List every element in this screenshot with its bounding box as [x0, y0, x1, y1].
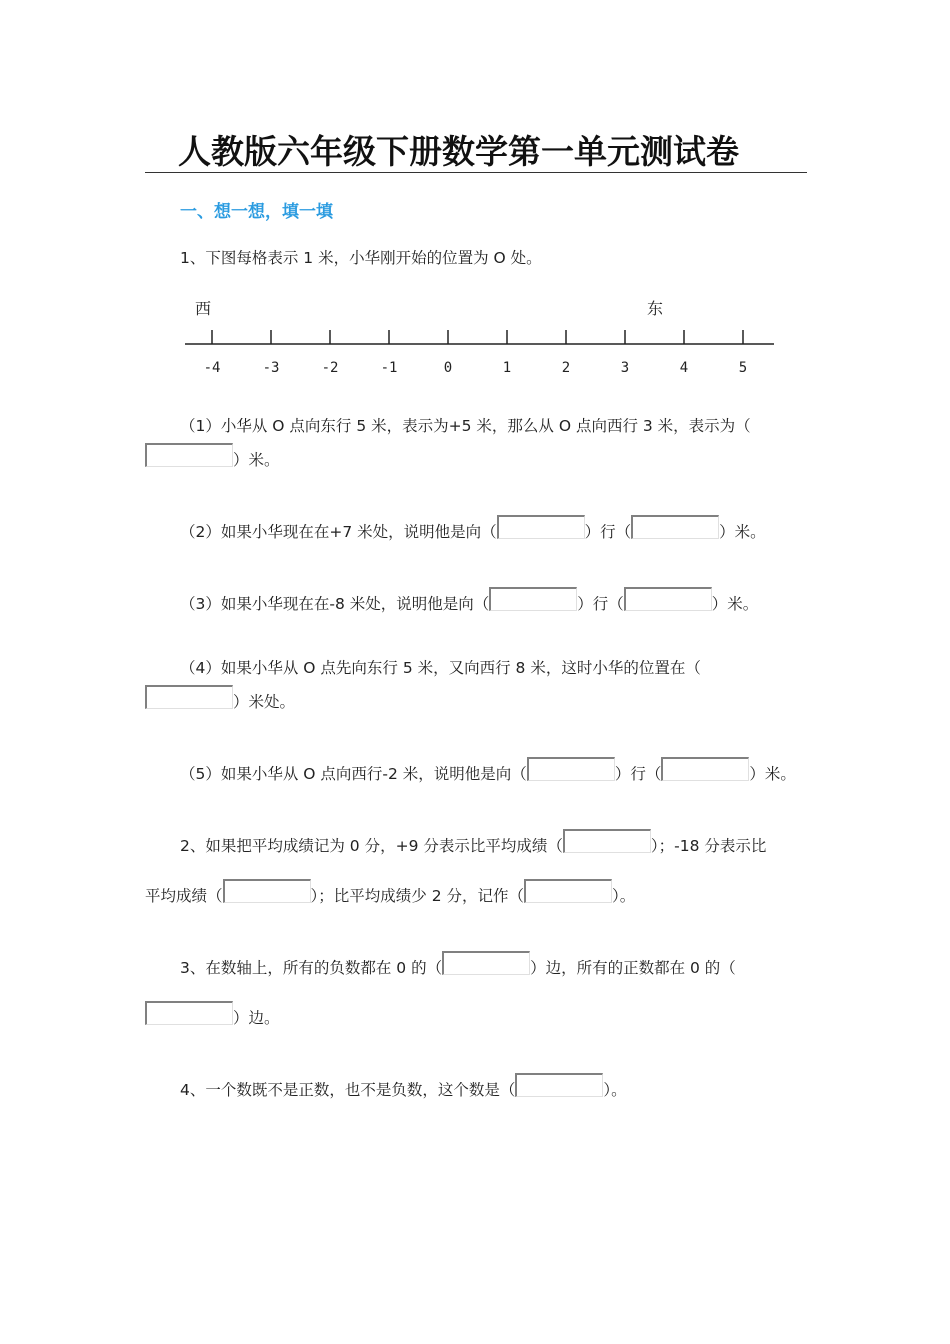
- q4-line: [180, 1078, 627, 1103]
- q1-2-text-c: ）米。: [719, 523, 766, 541]
- q4-text-a: 4、一个数既不是正数，也不是负数，这个数是（: [180, 1081, 516, 1099]
- q3-text-c: ）边。: [233, 1009, 280, 1027]
- tick-label: 1: [502, 360, 512, 376]
- answer-box-q2-plus9[interactable]: [563, 829, 651, 853]
- q1-3-text-b: ）行（: [577, 595, 624, 613]
- q1-1-line1: [180, 414, 751, 436]
- q3-line1: [180, 956, 736, 981]
- answer-box-q1-3-distance[interactable]: [624, 587, 712, 611]
- q1-5-text-c: ）米。: [749, 765, 796, 783]
- q1-4-line2: [145, 690, 295, 715]
- answer-box-q1-2-direction[interactable]: [497, 515, 585, 539]
- q2-line2: [145, 884, 635, 909]
- answer-box-q3-positive[interactable]: [145, 1001, 233, 1025]
- section-heading: 一、想一想，填一填: [180, 202, 333, 222]
- answer-box-q1-3-direction[interactable]: [489, 587, 577, 611]
- tick-group: [204, 330, 748, 376]
- q1-3-text-a: （3）如果小华现在在-8 米处，说明他是向（: [180, 595, 490, 613]
- title-underline: [145, 172, 807, 173]
- q1-1-text-b: ）米。: [233, 451, 280, 469]
- answer-box-q1-1[interactable]: [145, 443, 233, 467]
- q2-line1: [180, 834, 766, 859]
- q1-1-text-a: （1）小华从 O 点向东行 5 米，表示为+5 米，那么从 O 点向西行 3 米，表示为（: [180, 417, 751, 435]
- tick-label: 5: [738, 360, 748, 376]
- q2-text-a: 2、如果把平均成绩记为 0 分，+9 分表示比平均成绩（: [180, 837, 563, 855]
- tick-label: -1: [380, 360, 398, 376]
- q1-4-text-a: （4）如果小华从 O 点先向东行 5 米，又向西行 8 米，这时小华的位置在（: [180, 659, 701, 677]
- q1-2-line: [180, 520, 766, 545]
- number-line: [180, 292, 780, 382]
- q3-text-a: 3、在数轴上，所有的负数都在 0 的（: [180, 959, 443, 977]
- tick-label: -4: [203, 360, 221, 376]
- q1-4-text-b: ）米处。: [233, 693, 296, 711]
- q1-5-line: [180, 762, 796, 787]
- q1-4-line1: [180, 656, 701, 678]
- answer-box-q1-4[interactable]: [145, 685, 233, 709]
- answer-box-q2-less2[interactable]: [524, 879, 612, 903]
- q3-line2: [145, 1006, 280, 1031]
- page-title: 人教版六年级下册数学第一单元测试卷: [178, 132, 739, 171]
- tick-label: -3: [262, 360, 280, 376]
- tick-label: 4: [679, 360, 689, 376]
- answer-box-q1-5-distance[interactable]: [661, 757, 749, 781]
- tick-label: -2: [321, 360, 339, 376]
- answer-box-q1-5-direction[interactable]: [527, 757, 615, 781]
- east-label: 东: [647, 299, 664, 318]
- tick-label: 0: [443, 360, 453, 376]
- answer-box-q3-negative[interactable]: [442, 951, 530, 975]
- q1-2-text-a: （2）如果小华现在在+7 米处，说明他是向（: [180, 523, 497, 541]
- tick-label: 3: [620, 360, 630, 376]
- question-1-intro: 1、下图每格表示 1 米，小华刚开始的位置为 O 处。: [180, 249, 542, 267]
- answer-box-q2-minus18[interactable]: [223, 879, 311, 903]
- q1-1-line2: [145, 448, 280, 473]
- answer-box-q4[interactable]: [515, 1073, 603, 1097]
- q1-3-line: [180, 592, 758, 617]
- q2-text-d: ）；比平均成绩少 2 分，记作（: [310, 887, 524, 905]
- q2-text-c: 平均成绩（: [145, 887, 223, 905]
- west-label: 西: [195, 299, 212, 318]
- q4-text-b: ）。: [603, 1081, 627, 1099]
- q1-5-text-a: （5）如果小华从 O 点向西行-2 米，说明他是向（: [180, 765, 527, 783]
- answer-box-q1-2-distance[interactable]: [631, 515, 719, 539]
- q2-text-b: ）；-18 分表示比: [650, 837, 767, 855]
- q1-2-text-b: ）行（: [584, 523, 632, 541]
- q1-5-text-b: ）行（: [614, 765, 662, 783]
- q2-text-e: ）。: [611, 887, 636, 905]
- tick-label: 2: [561, 360, 571, 376]
- q1-3-text-c: ）米。: [711, 595, 759, 613]
- q3-text-b: ）边，所有的正数都在 0 的（: [530, 959, 736, 977]
